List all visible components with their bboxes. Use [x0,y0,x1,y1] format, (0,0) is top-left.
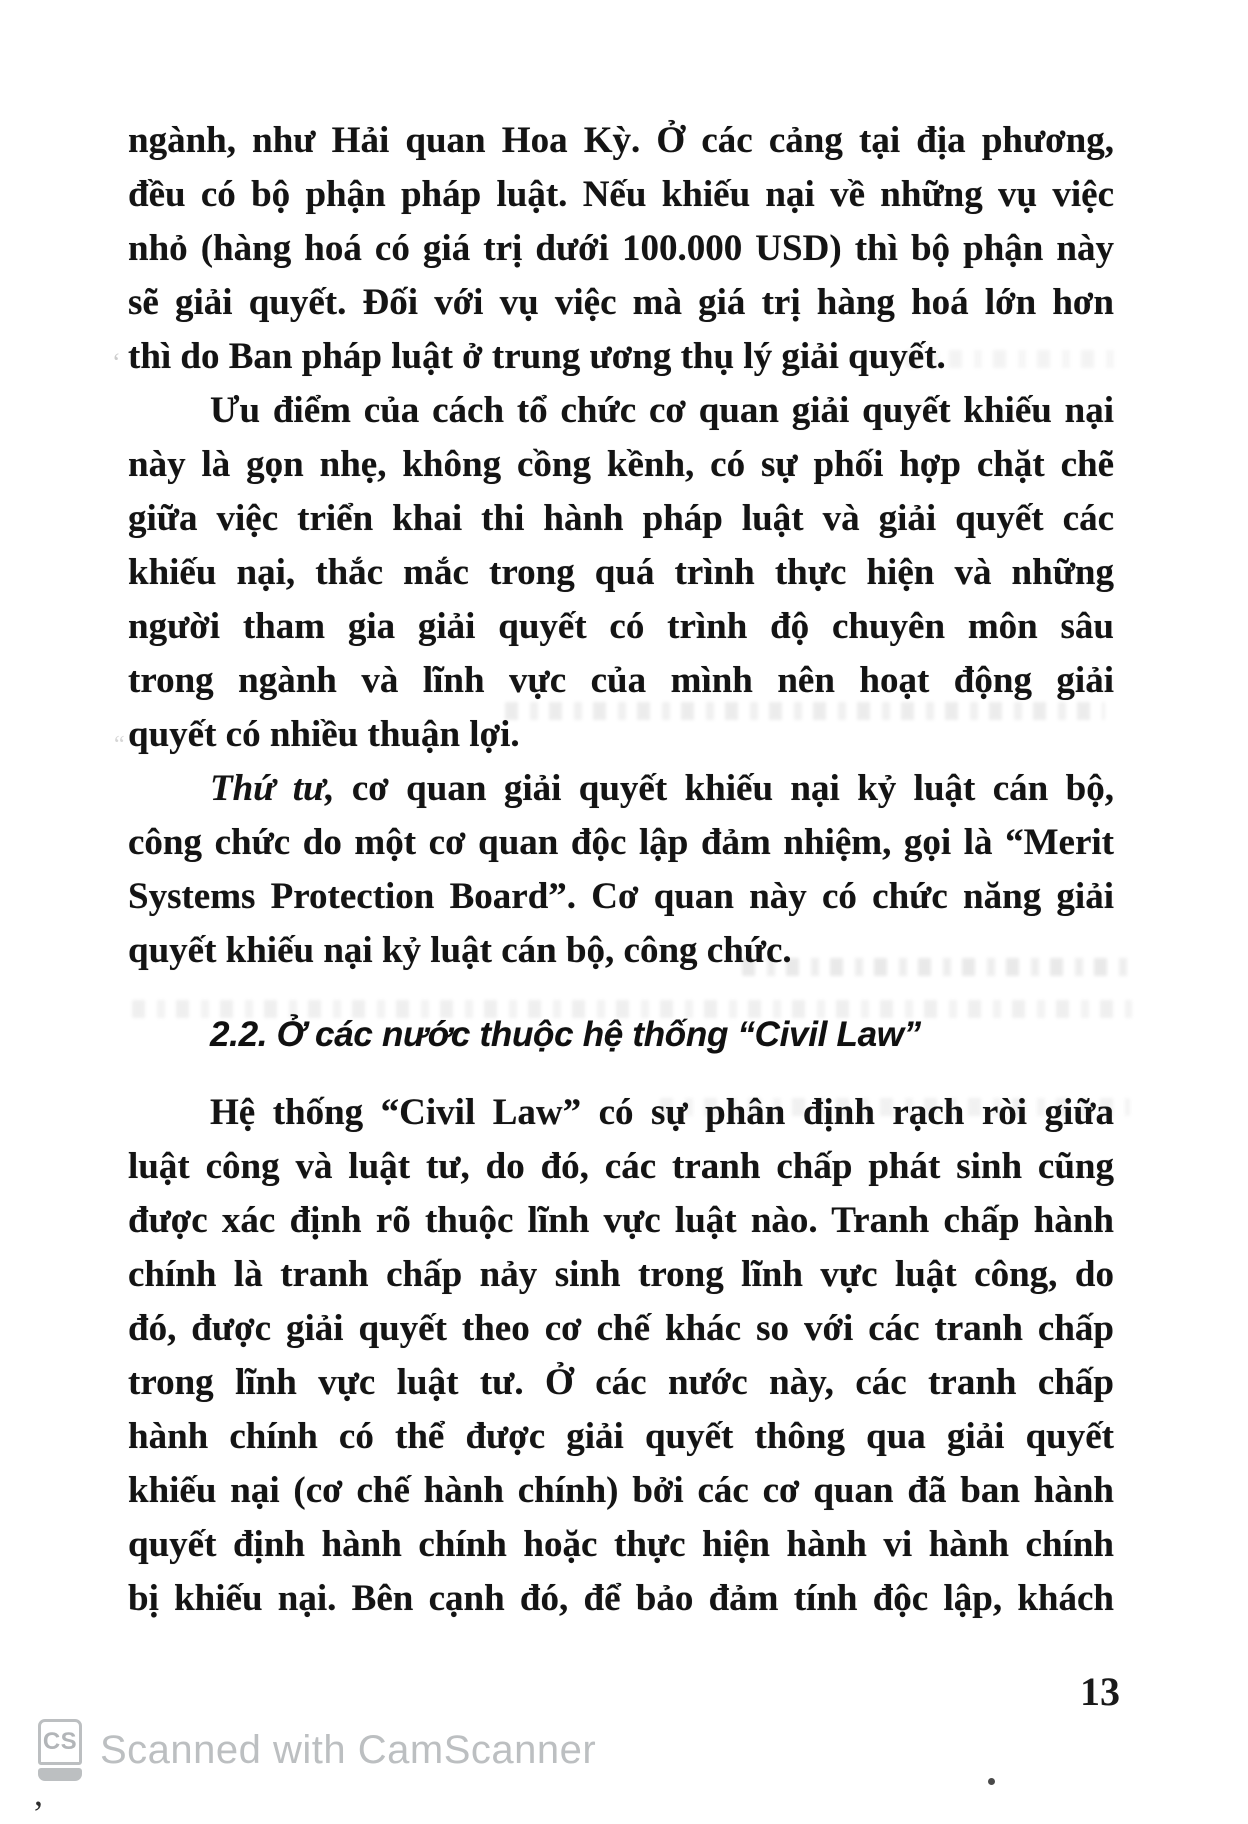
page-number: 13 [1080,1669,1120,1714]
text-line: người tham gia giải quyết có trình độ chuyên môn sâu [128,606,1114,647]
text-line: Hệ thống “Civil Law” có sự phân định rạch ròi giữa [210,1092,1114,1133]
text-line: hành chính có thể được giải quyết thông qua giải quyết [128,1416,1114,1457]
paragraph [128,1086,1114,1626]
text-line: công chức do một cơ quan độc lập đảm nhiệm, gọi là “Merit [128,822,1114,863]
text-line: trong lĩnh vực luật tư. Ở các nước này, các tranh chấp [128,1362,1114,1403]
text-line: đều có bộ phận pháp luật. Nếu khiếu nại về những vụ việc [128,174,1114,215]
text-line: khiếu nại, thắc mắc trong quá trình thực hiện và những [128,552,1114,593]
text-line: được xác định rõ thuộc lĩnh vực luật nào. Tranh chấp hành [128,1200,1114,1241]
text-line: nhỏ (hàng hoá có giá trị dưới 100.000 USD) thì bộ phận này [128,228,1114,269]
text-line: trong ngành và lĩnh vực của mình nên hoạt động giải [128,660,1114,701]
text-line: quyết khiếu nại kỷ luật cán bộ, công chức. [128,930,792,971]
paragraph [128,384,1114,762]
text-line: quyết có nhiều thuận lợi. [128,714,520,755]
camscanner-logo-letters: CS [38,1719,82,1765]
section-heading: 2.2. Ở các nước thuộc hệ thống “Civil Law” [210,1015,921,1054]
text-line: Systems Protection Board”. Cơ quan này có chức năng giải [128,876,1114,917]
paragraph [128,762,1114,978]
camscanner-watermark [38,1718,596,1782]
text-line: Thứ tư, cơ quan giải quyết khiếu nại kỷ luật cán bộ, [210,768,1114,809]
text-line: quyết định hành chính hoặc thực hiện hành vi hành chính [128,1524,1114,1565]
italic-lead: Thứ tư, [210,768,335,809]
scan-speck [988,1778,995,1785]
page-text-block [128,114,1114,1626]
text-line: thì do Ban pháp luật ở trung ương thụ lý giải quyết. [128,336,946,377]
text-line: giữa việc triển khai thi hành pháp luật và giải quyết các [128,498,1114,539]
text-line: luật công và luật tư, do đó, các tranh chấp phát sinh cũng [128,1146,1114,1187]
text-line: khiếu nại (cơ chế hành chính) bởi các cơ quan đã ban hành [128,1470,1114,1511]
camscanner-logo-base [38,1768,82,1781]
text-line: đó, được giải quyết theo cơ chế khác so với các tranh chấp [128,1308,1114,1349]
text-line: ngành, như Hải quan Hoa Kỳ. Ở các cảng tại địa phương, [128,120,1114,161]
text-line: Ưu điểm của cách tổ chức cơ quan giải quyết khiếu nại [210,390,1114,431]
text-line: sẽ giải quyết. Đối với vụ việc mà giá trị hàng hoá lớn hơn [128,282,1114,323]
scan-speck: ‘ [112,348,121,377]
camscanner-logo-icon [38,1719,82,1781]
text-line: chính là tranh chấp nảy sinh trong lĩnh vực luật công, do [128,1254,1114,1295]
paragraph [128,114,1114,384]
text-line: này là gọn nhẹ, không cồng kềnh, có sự phối hợp chặt chẽ [128,444,1114,485]
watermark-label: Scanned with CamScanner [100,1727,597,1772]
scan-speck: “ [114,732,125,758]
text-line: bị khiếu nại. Bên cạnh đó, để bảo đảm tính độc lập, khách [128,1578,1114,1619]
scan-speck: , [34,1773,43,1813]
